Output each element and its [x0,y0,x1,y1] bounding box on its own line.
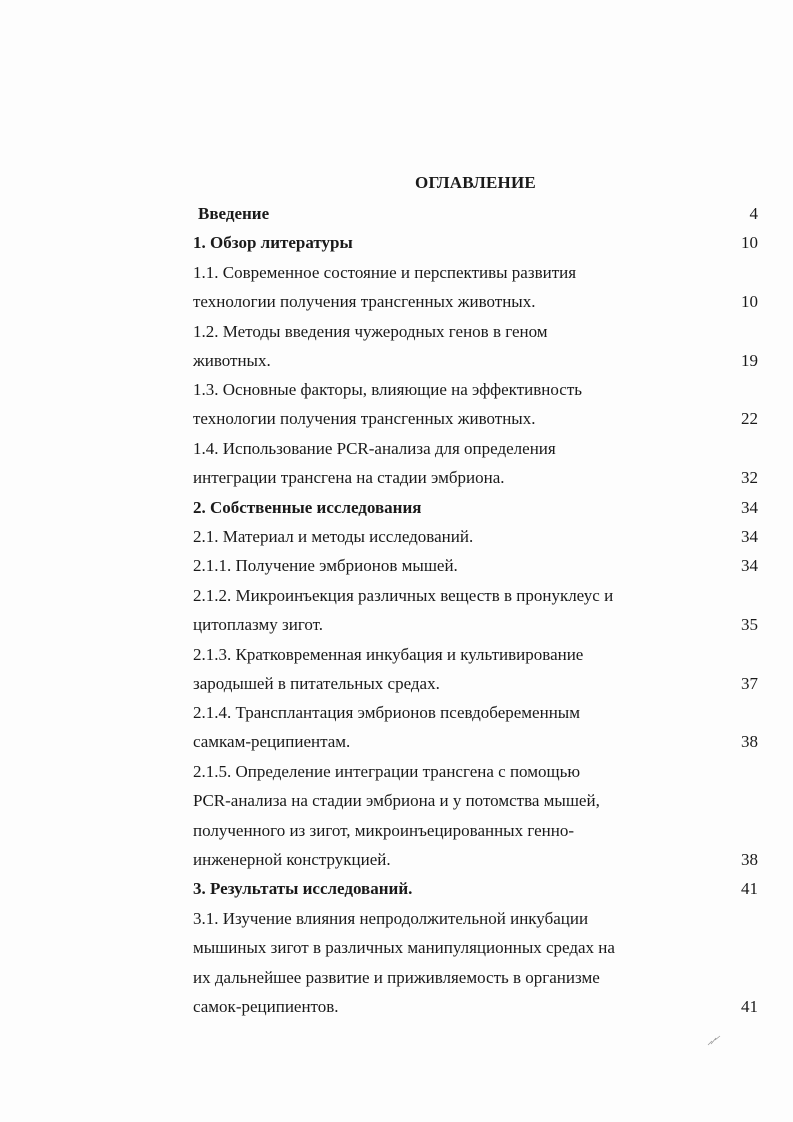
toc-entry-title: 1.3. Основные факторы, влияющие на эффективность технологии получения трансгенных животных. [193,380,583,429]
toc-entry-title: 3. Результаты исследований. [193,879,413,898]
toc-entry-title: 2. Собственные исследования [193,498,422,517]
toc-entry-title: 1. Обзор литературы [193,233,353,252]
toc-entry [193,640,758,699]
toc-entry [193,551,758,580]
toc-page-number: 10 [741,292,758,312]
toc-entry [193,698,758,757]
page-title: ОГЛАВЛЕНИЕ [415,173,536,192]
toc-page-number: 32 [741,468,758,488]
toc-entry-title: Введение [198,204,270,223]
toc-entry [198,199,758,228]
toc-entry-title: 2.1.5. Определение интеграции трансгена с помощью PCR-анализа на стадии эмбриона и у потомства мышей, полученного из зигот, микроинъецированных генно- инженерной конструкцией. [193,762,600,870]
toc-entry-title: 2.1. Материал и методы исследований. [193,527,474,546]
toc-page-number: 34 [741,527,758,546]
toc-page-number: 35 [741,615,758,635]
toc-entry [193,258,758,317]
toc-page-number: 38 [741,732,758,752]
toc-entry-title: 3.1. Изучение влияния непродолжительной инкубации мышиных зигот в различных манипуляционных средах на их дальнейшее развитие и приживляемость в организме самок-реципиентов. [193,909,615,1017]
toc-entry [193,375,758,434]
toc-entry-title: 2.1.2. Микроинъекция различных веществ в пронуклеус и цитоплазму зигот. [193,586,614,635]
toc-page-number: 37 [741,674,758,694]
toc-entry-title: 2.1.4. Трансплантация эмбрионов псевдобеременным самкам-реципиентам. [193,703,580,752]
toc-page-number: 41 [741,997,758,1017]
toc-page-number: 19 [741,351,758,371]
toc-entry-title: 1.2. Методы введения чужеродных генов в геном животных. [193,322,548,371]
toc-entry [193,434,758,493]
toc-entry [193,228,758,257]
scan-artifact-mark [706,1035,722,1047]
toc-entry-title: 2.1.3. Кратковременная инкубация и культивирование зародышей в питательных средах. [193,645,584,694]
toc-entry [193,317,758,376]
toc-entry [193,493,758,522]
toc-entry [193,522,758,551]
toc-page-number: 22 [741,409,758,429]
toc-entry-title: 1.1. Современное состояние и перспективы развития технологии получения трансгенных животных. [193,263,577,312]
toc-entry [193,904,758,1022]
toc-entry-title: 1.4. Использование PCR-анализа для определения интеграции трансгена на стадии эмбриона. [193,439,556,488]
toc-page-number: 34 [741,556,758,575]
toc-page-number: 4 [749,204,758,223]
toc-page-number: 10 [741,233,758,252]
toc-entry [193,757,758,875]
toc-entry [193,581,758,640]
toc-entry [193,874,758,903]
toc-page-number: 38 [741,850,758,870]
toc-page-number: 34 [741,498,758,517]
toc-entry-title: 2.1.1. Получение эмбрионов мышей. [193,556,458,575]
toc-page-number: 41 [741,879,758,898]
